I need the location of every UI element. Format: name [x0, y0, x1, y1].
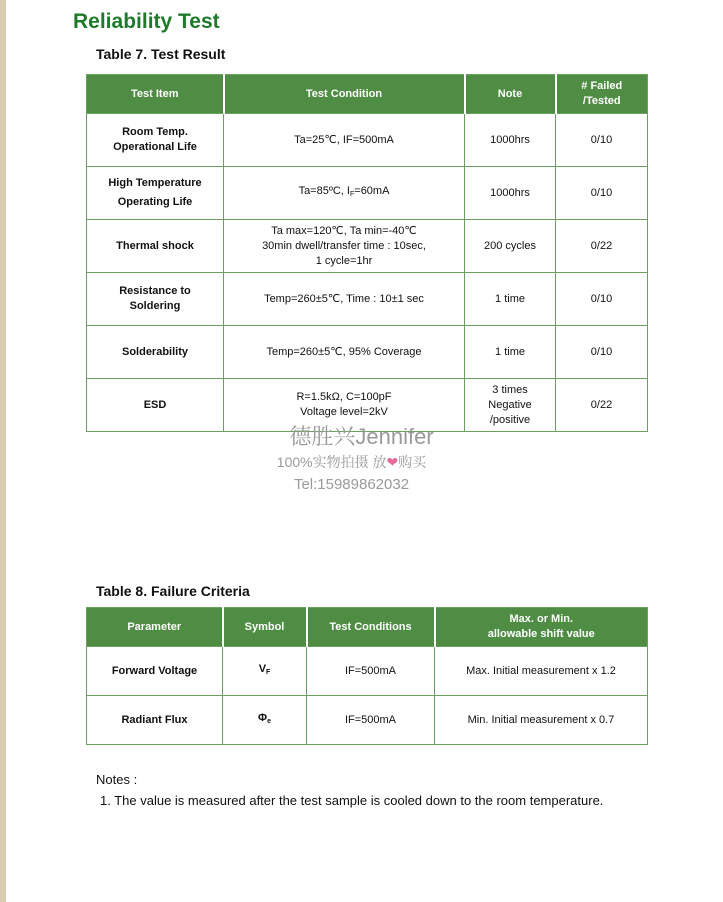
- test-condition-cell: Ta=25℃, IF=500mA: [224, 114, 465, 167]
- note-cell: 3 times Negative /positive: [465, 379, 556, 432]
- table-row: [87, 647, 648, 696]
- notes-section: [96, 772, 603, 808]
- test-item-cell: Solderability: [87, 326, 224, 379]
- test-result-table: [86, 74, 648, 432]
- parameter-cell: Forward Voltage: [87, 647, 223, 696]
- failed-cell: 0/10: [556, 273, 648, 326]
- note-cell: 1000hrs: [465, 167, 556, 220]
- table-row: [87, 326, 648, 379]
- note-cell: 1000hrs: [465, 114, 556, 167]
- watermark-name: 德胜兴Jennifer: [289, 424, 434, 449]
- failure-criteria-table: [86, 607, 648, 745]
- watermark-slogan: 100%实物拍摄 放❤购买: [276, 454, 427, 470]
- notes-heading: Notes :: [96, 772, 138, 787]
- shift-cell: Min. Initial measurement x 0.7: [435, 696, 648, 745]
- table-row: [87, 273, 648, 326]
- test-condition-cell: Ta=85ºC, $I_F=60mA$: [224, 167, 465, 220]
- test-condition-cell: R=1.5kΩ, C=100pF Voltage level=2kV: [224, 379, 465, 432]
- failed-cell: 0/22: [556, 220, 648, 273]
- header-test-condition: Test Condition: [224, 75, 465, 114]
- header-parameter: Parameter: [87, 608, 223, 647]
- failed-cell: 0/10: [556, 326, 648, 379]
- test-condition-cell: Temp=260±5℃, 95% Coverage: [224, 326, 465, 379]
- watermark-phone: Tel:15989862032: [293, 476, 410, 493]
- header-symbol: Symbol: [223, 608, 307, 647]
- header-failed-tested: # Failed /Tested: [556, 75, 648, 114]
- symbol-cell: $V_F$: [223, 647, 307, 696]
- note-item: 1. The value is measured after the test sample is cooled down to the room temperature.: [100, 793, 604, 808]
- parameter-cell: Radiant Flux: [87, 696, 223, 745]
- page-title: Reliability Test: [73, 10, 220, 33]
- table-row: [87, 696, 648, 745]
- test-item-cell: High Temperature Operating Life: [87, 167, 224, 220]
- header-test-conditions: Test Conditions: [307, 608, 435, 647]
- heart-icon: ❤: [386, 454, 399, 470]
- table-row: [87, 220, 648, 273]
- note-cell: 200 cycles: [465, 220, 556, 273]
- table-row: [87, 114, 648, 167]
- test-item-cell: Room Temp. Operational Life: [87, 114, 224, 167]
- condition-cell: IF=500mA: [307, 647, 435, 696]
- test-condition-cell: Temp=260±5℃, Time : 10±1 sec: [224, 273, 465, 326]
- header-shift-value: Max. or Min. allowable shift value: [435, 608, 648, 647]
- header-note: Note: [465, 75, 556, 114]
- test-condition-cell: Ta max=120℃, Ta min=-40℃ 30min dwell/transfer time : 10sec, 1 cycle=1hr: [224, 220, 465, 273]
- test-item-cell: ESD: [87, 379, 224, 432]
- shift-cell: Max. Initial measurement x 1.2: [435, 647, 648, 696]
- test-item-cell: Thermal shock: [87, 220, 224, 273]
- symbol-cell: $\Phi_e$: [223, 696, 307, 745]
- table7-caption: Table 7. Test Result: [96, 46, 226, 62]
- table-header-row: [87, 75, 648, 114]
- table-header-row: [87, 608, 648, 647]
- page-edge-strip: [0, 0, 6, 902]
- table8-caption: Table 8. Failure Criteria: [96, 583, 250, 599]
- note-cell: 1 time: [465, 326, 556, 379]
- header-test-item: Test Item: [87, 75, 224, 114]
- table-row: [87, 167, 648, 220]
- failed-cell: 0/22: [556, 379, 648, 432]
- condition-cell: IF=500mA: [307, 696, 435, 745]
- note-cell: 1 time: [465, 273, 556, 326]
- failed-cell: 0/10: [556, 114, 648, 167]
- test-item-cell: Resistance to Soldering: [87, 273, 224, 326]
- failed-cell: 0/10: [556, 167, 648, 220]
